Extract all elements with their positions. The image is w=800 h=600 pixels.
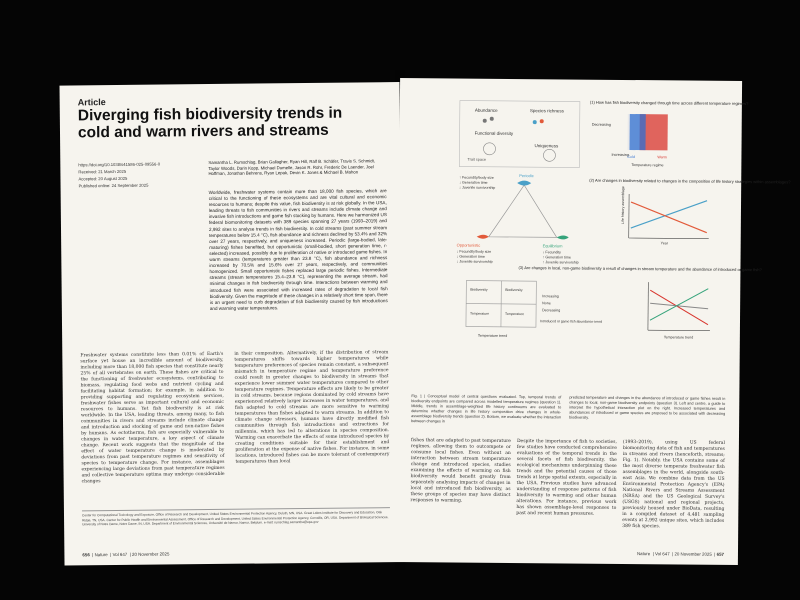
left-footer: 656 | Nature | Vol 647 | 20 November 2025 bbox=[82, 551, 170, 558]
interaction-grid-line bbox=[466, 304, 536, 305]
opportunistic-label: Opportunistic bbox=[456, 242, 481, 248]
figure-1 bbox=[437, 96, 791, 399]
year-label: Year bbox=[660, 241, 668, 246]
volume: Vol 647 bbox=[654, 551, 670, 557]
fish-dot bbox=[490, 117, 494, 121]
opportunistic-traits: ↓ Fecundity/body size ↓ Generation time ↓ Juvenile survivorship bbox=[456, 249, 493, 264]
figure-caption-continued: predicted temperature and changes in the abundance of introduced or game fishes result in changes to local, non-game biodiversity endpoints (question 3). Left and centre, a guide to interpret the hypothetical interaction plot on the right. Increased temperatures and abundances of introduced or game species are proposed to be associated with decreasing biodiversity. bbox=[569, 395, 726, 420]
fish-dot bbox=[533, 120, 537, 124]
body-column-1: Freshwater systems constitute less than 0.01% of Earth's surface yet house an incredible amount of biodiversity, including more than 18,000 fish species that constitute nearly 25% of all vertebrates on earth. These fishes are critical to the functioning of freshwater ecosystems, contributing to biomass, regulating food webs and nutrient cycling and facilitating habitat formation; for example, in addition to providing supporting and regulating ecosystem services, freshwater fishes serve as important cultural and economic resources to humans. Yet fish biodiversity is at risk worldwide. In the USA, leading threats, among many, to fish communities in rivers and streams include climate change and introduction and stocking of game and non-native fishes by humans. As ectotherms, fish are especially vulnerable to changes in water temperature, a key aspect of climate change. Recent work suggests that the magnitude of the effect of water temperature change is moderated by deviations from past temperature regimes and sensitivity of species to temperature change. For instance, assemblages experiencing large deviations from past temperature regimes and collective temperature optima may undergo considerable changes bbox=[80, 351, 225, 485]
grid-temperature: Temperature bbox=[470, 311, 490, 316]
panel-b-title: (2) Are changes in biodiversity related to changes in the composition of life history strategies within assemblages? bbox=[589, 177, 791, 185]
periodic-fish-icon bbox=[517, 181, 531, 186]
panel-a-plot bbox=[589, 100, 749, 168]
grid-biodiversity: Biodiversity bbox=[470, 287, 488, 292]
legend-increasing: Increasing bbox=[542, 294, 559, 299]
cold-label: Cold bbox=[627, 154, 635, 160]
panel-b-triangle bbox=[456, 173, 579, 265]
received-date: Received: 21 March 2025 bbox=[78, 168, 127, 175]
opportunistic-fish-icon bbox=[477, 235, 489, 239]
panel-a-diagram bbox=[459, 101, 580, 168]
uniqueness-label: Uniqueness bbox=[534, 143, 559, 149]
richness-label: Species richness bbox=[529, 108, 564, 114]
grid-temperature: Temperature bbox=[505, 311, 525, 317]
author-list: Samantha L. Rumschlag, Brian Gallagher, Ryan Hill, Ralf B. Schäfer, Travis S. Schmidt, Taylor Woods, Darin Kopp, Michael Dumelle, Jason R. Rohr, Frederic De Laender, Joel Hoffman, Jonathan Behrens, Ryan Lepak, Devin K. Jones & Michael B. Mahon bbox=[208, 158, 376, 177]
abstract: Worldwide, freshwater systems contain more than 18,000 fish species, which are critical to the functioning of these ecosystems and are vital cultural and economic resources to humans; despite this value, fish biodiversity is at risk globally. In the USA, leading threats to fish communities in rivers and streams include climate change and invasive fish introductions and game fish stocking by humans. Here we harmonized US federal biomonitoring datasets with 389 species spanning 27 years (1993–2019) and 2,992 sites to analyse trends in fish biodiversity. In cold streams (past summer stream temperatures below 15.4 °C), fish abundance and richness declined by 53.4% and 32% over 27 years, respectively, and uniqueness increased. Periodic (large-bodied, late-maturing) fishes benefited, but opportunistic (small-bodied, short generation time, r-selected) increased, possibly due to proliferation of native or introduced game fishes. In warm streams (temperatures greater than 23.8 °C), fish abundance and richness increased by 70.5% and 15.6% over 27 years, respectively, and communities homogenized. Small opportunistic fishes replaced large periodic fishes. Intermediate streams (stream temperatures 15.4–23.8 °C), representing the average stream, had minimal changes in fish biodiversity through time. Interactions between warming and introduced fish were associated with increased rates of degradation to local fish biodiversity. Given the magnitude of these changes in a relatively short time span, there is an urgent need to curb degradation of fish biodiversity caused by fish introductions and warming water temperatures. bbox=[208, 188, 388, 311]
cold-block bbox=[629, 114, 645, 150]
panel-a-title bbox=[590, 100, 749, 106]
right-footer: Nature | Vol 647 | 20 November 2025 | 657 bbox=[636, 551, 724, 557]
journal-name: Nature bbox=[94, 552, 108, 558]
published-date: Published online: 24 September 2025 bbox=[78, 182, 149, 189]
equilibrium-fish-icon bbox=[557, 235, 569, 239]
temperature-trend-label: Temperature trend bbox=[477, 333, 508, 338]
increasing-label: Increasing bbox=[611, 152, 629, 158]
page-number: 657 bbox=[716, 551, 724, 557]
temperature-regime-label: Temperature regime bbox=[631, 163, 664, 168]
life-history-triangle bbox=[489, 185, 557, 238]
panel-c bbox=[466, 265, 763, 341]
accepted-date: Accepted: 20 August 2025 bbox=[78, 175, 128, 182]
volume: Vol 647 bbox=[112, 551, 128, 558]
warm-label: Warm bbox=[657, 155, 667, 160]
body-column-2: in their composition. Alternatively, if the distribution of stream temperatures shifts towards higher temperatures while temperature preferences of species remain constant, a subsequent mismatch in temperature regime and temperature preference could result in greater changes to biodiversity in streams that experience lower summer water temperatures compared to other temperature regimes. Temperature effects are likely to be greater in cold streams, because regions dominated by cold streams have experienced relatively larger increases in water temperatures, and fish adapted to cold streams are more sensitive to warming temperatures than fishes adapted to warm streams. In addition to climate change stressors, humans have directly modified fish communities through fish introductions and extractions for millennia, which has led to alterations in species composition. Warming can exacerbate the effects of some introduced species by creating conditions suitable for their establishment and proliferation at the expense of native fishes. For instance, in some locations, introduced fishes can be more tolerant of contemporary temperatures than local bbox=[234, 350, 390, 465]
periodic-trend-line bbox=[631, 200, 707, 229]
doi-link[interactable]: https://doi.org/10.1038/s41586-025-09556-0 bbox=[78, 161, 161, 168]
equilibrium-label: Equilibrium bbox=[542, 243, 563, 249]
trait-space-label: Trait space bbox=[467, 157, 487, 162]
abundance-label: Abundance bbox=[474, 107, 498, 113]
panel-c-x-axis bbox=[648, 330, 710, 331]
legend-decreasing: Decreasing bbox=[542, 308, 561, 313]
temperature-trend-axis: Temperature trend bbox=[663, 335, 694, 340]
panel-a-title-text: (1) How has fish biodiversity changed through time across different temperature regimes? bbox=[589, 99, 749, 107]
page-number: 656 bbox=[82, 552, 90, 558]
introduced-label: Introduced or game fish abundance trend bbox=[539, 319, 603, 324]
fish-dot bbox=[540, 119, 544, 123]
grid-biodiversity: Biodiversity bbox=[505, 287, 523, 293]
fish-dot bbox=[483, 119, 487, 123]
issue-date: 20 November 2025 bbox=[674, 551, 712, 557]
panel-b-x-axis bbox=[629, 238, 709, 239]
functional-label: Functional diversity bbox=[474, 130, 514, 136]
equilibrium-traits: ↓ Fecundity ↑ Generation time ↑ Juvenile survivorship bbox=[542, 250, 579, 265]
periodic-traits: ↑ Fecundity/body size ↓ Generation time ↓ Juvenile survivorship bbox=[459, 175, 496, 190]
figure-caption: Fig. 1 | Conceptual model of central questions evaluated. Top, temporal trends of biodiversity endpoints are compared across modelled temperature regimes (question 1). Middle, trends in assemblage-weighted life history continuums are evaluated to determine whether changes in life history composition drive changes in whole-assemblage biodiversity trends (question 2). Bottom, we evaluate whether the interaction between changes in bbox=[411, 394, 562, 424]
issue-date: 20 November 2025 bbox=[132, 551, 170, 557]
body-column-3: (1993–2019), using US federal biomonitoring data of fish and temperatures in streams and rivers (henceforth, streams; Fig. 1). Notably, the USA contains some of the most diverse temperate freshwater fish assemblages in the world, alongside south-east Asia. We combine data from the US Environmental Protection Agency's (EPA) National Rivers and Streams Assessment (NRSA) and the US Geological Survey's (USGS) national and regional projects, previously housed under BioData, resulting in a compiled dataset of 4,481 sampling events at 2,992 unique sites, which includes 389 fish species. bbox=[622, 439, 725, 530]
article-meta bbox=[78, 160, 188, 189]
trait-circle bbox=[543, 149, 555, 161]
trait-circle bbox=[483, 143, 495, 155]
life-history-label: Life history assemblage bbox=[620, 186, 626, 224]
journal-name: Nature bbox=[636, 551, 651, 557]
body-column-1: fishes that are adapted to past temperature regimes, allowing them to outcompete or consume local fishes. Even without an interaction between stream temperature change and introduced species, studies examining the effects of warming on fish biodiversity would benefit greatly from separately analysing impacts of changes in local and introduced fish biodiversity, as these groups of species may have distinct responses to warming. bbox=[410, 438, 511, 504]
affiliations-footnote: Center for Computational Toxicology and Exposure, Office of Research and Development, United States Environmental Protection Agency, Duluth, MN, USA. Great Lakes Institute for Discovery and Education, Oak Ridge, TN, USA. Center for Public Health and Environmental Assessment, Office of Research and Development, United States Environmental Protection Agency, Corvallis, OR, USA. Department of Biological Sciences, University of Notre Dame, Notre Dame, IN, USA. Department of Environmental Sciences, Université de Namur, Namur, Belgium. e-mail: rumschlag.samantha@epa.gov bbox=[82, 507, 390, 527]
article-title: Diverging fish biodiversity trends in cold and warm rivers and streams bbox=[77, 104, 343, 142]
article-kicker: Article bbox=[77, 97, 106, 108]
left-page bbox=[60, 82, 405, 566]
decreasing-label: Decreasing bbox=[591, 122, 611, 127]
right-page bbox=[396, 78, 791, 565]
panel-b-plot bbox=[589, 178, 792, 247]
panel-c-title: (3) Are changes in local, non-game biodiversity a result of changes in stream temperature and the abundance of introduced or game fish? bbox=[518, 265, 762, 273]
opportunistic-trend-line bbox=[631, 202, 707, 233]
body-column-2: Despite the importance of fish to societies, few studies have conducted comprehensive evaluations of the temporal trends in the several facets of fish biodiversity, the ecological mechanisms underpinning these trends and the potential causes of those trends at large spatial extents, especially in the USA. Previous studies have advanced understanding of response patterns of fish biodiversity to warming and other human alterations. For instance, previous work has shown assemblage-level responses to past and recent human pressures. bbox=[516, 439, 617, 517]
legend-none: None bbox=[542, 301, 551, 306]
periodic-label: Periodic bbox=[519, 173, 534, 179]
